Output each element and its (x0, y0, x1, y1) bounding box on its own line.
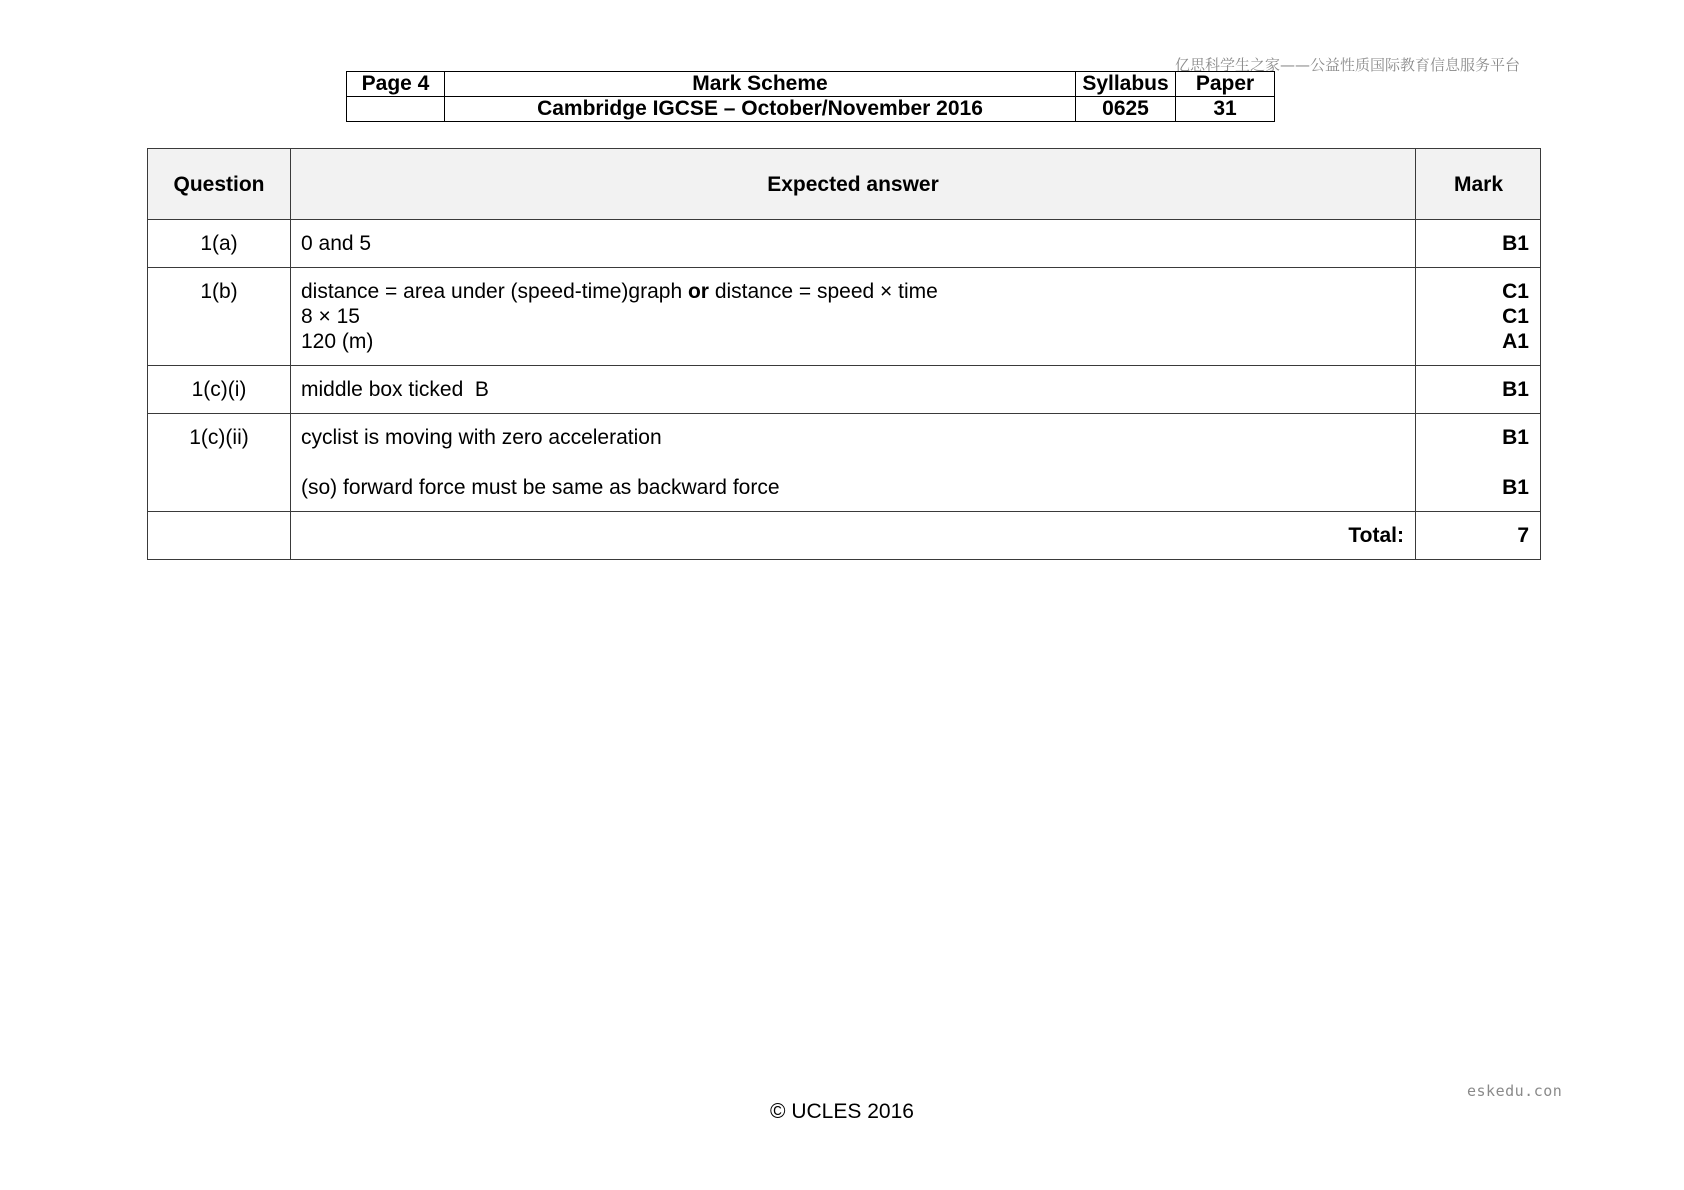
answer-line (301, 279, 1414, 304)
total-row (148, 512, 1541, 560)
mark-scheme-table (147, 148, 1541, 560)
answer-cell (291, 268, 1416, 366)
table-row (148, 220, 1541, 268)
mark-value: A1 (1502, 330, 1529, 353)
mark-value: C1 (1502, 280, 1529, 303)
table-row (148, 366, 1541, 414)
syllabus-code: 0625 (1076, 97, 1176, 122)
paper-number: 31 (1176, 97, 1275, 122)
mark-value: B1 (1502, 426, 1529, 449)
line-spacer (301, 450, 1414, 475)
total-value: 7 (1416, 512, 1541, 560)
answer-header: Expected answer (291, 149, 1416, 220)
question-cell: 1(c)(i) (148, 366, 291, 414)
answer-cell (291, 366, 1416, 414)
watermark-text-bottom: eskedu.con (1467, 1082, 1563, 1100)
mark-cell (1416, 366, 1541, 414)
copyright-footer: © UCLES 2016 (770, 1100, 914, 1123)
answer-line: cyclist is moving with zero acceleration (301, 426, 662, 449)
question-cell: 1(b) (148, 268, 291, 366)
mark-cell (1416, 220, 1541, 268)
mark-cell (1416, 268, 1541, 366)
question-cell-empty (148, 512, 291, 560)
watermark-text-top: 亿思科学生之家——公益性质国际教育信息服务平台 (1175, 56, 1521, 74)
syllabus-label: Syllabus (1076, 72, 1176, 97)
paper-label: Paper (1176, 72, 1275, 97)
question-cell: 1(c)(ii) (148, 414, 291, 512)
answer-text: distance = area under (speed-time)graph (301, 280, 688, 303)
answer-line: (so) forward force must be same as backward force (301, 476, 780, 499)
table-header-row (148, 149, 1541, 220)
answer-emphasis: or (687, 280, 709, 303)
mark-value: B1 (1502, 378, 1529, 401)
answer-line: 120 (m) (301, 330, 374, 353)
answer-text: distance = speed × time (708, 280, 938, 303)
answer-cell (291, 414, 1416, 512)
mark-header: Mark (1416, 149, 1541, 220)
document-title: Mark Scheme (445, 72, 1076, 97)
mark-value: C1 (1502, 305, 1529, 328)
page-header-table (346, 71, 1275, 122)
total-label: Total: (291, 512, 1416, 560)
answer-line: 8 × 15 (301, 305, 360, 328)
page-number-empty (347, 97, 445, 122)
document-subtitle: Cambridge IGCSE – October/November 2016 (445, 97, 1076, 122)
mark-value: B1 (1502, 476, 1529, 499)
answer-line: 0 and 5 (301, 232, 372, 255)
answer-cell (291, 220, 1416, 268)
table-row (148, 414, 1541, 512)
table-row (148, 268, 1541, 366)
line-spacer (1417, 450, 1529, 475)
mark-value: B1 (1502, 232, 1529, 255)
page-number: Page 4 (347, 72, 445, 97)
answer-line: middle box ticked B (301, 378, 489, 401)
mark-cell (1416, 414, 1541, 512)
question-cell: 1(a) (148, 220, 291, 268)
question-header: Question (148, 149, 291, 220)
